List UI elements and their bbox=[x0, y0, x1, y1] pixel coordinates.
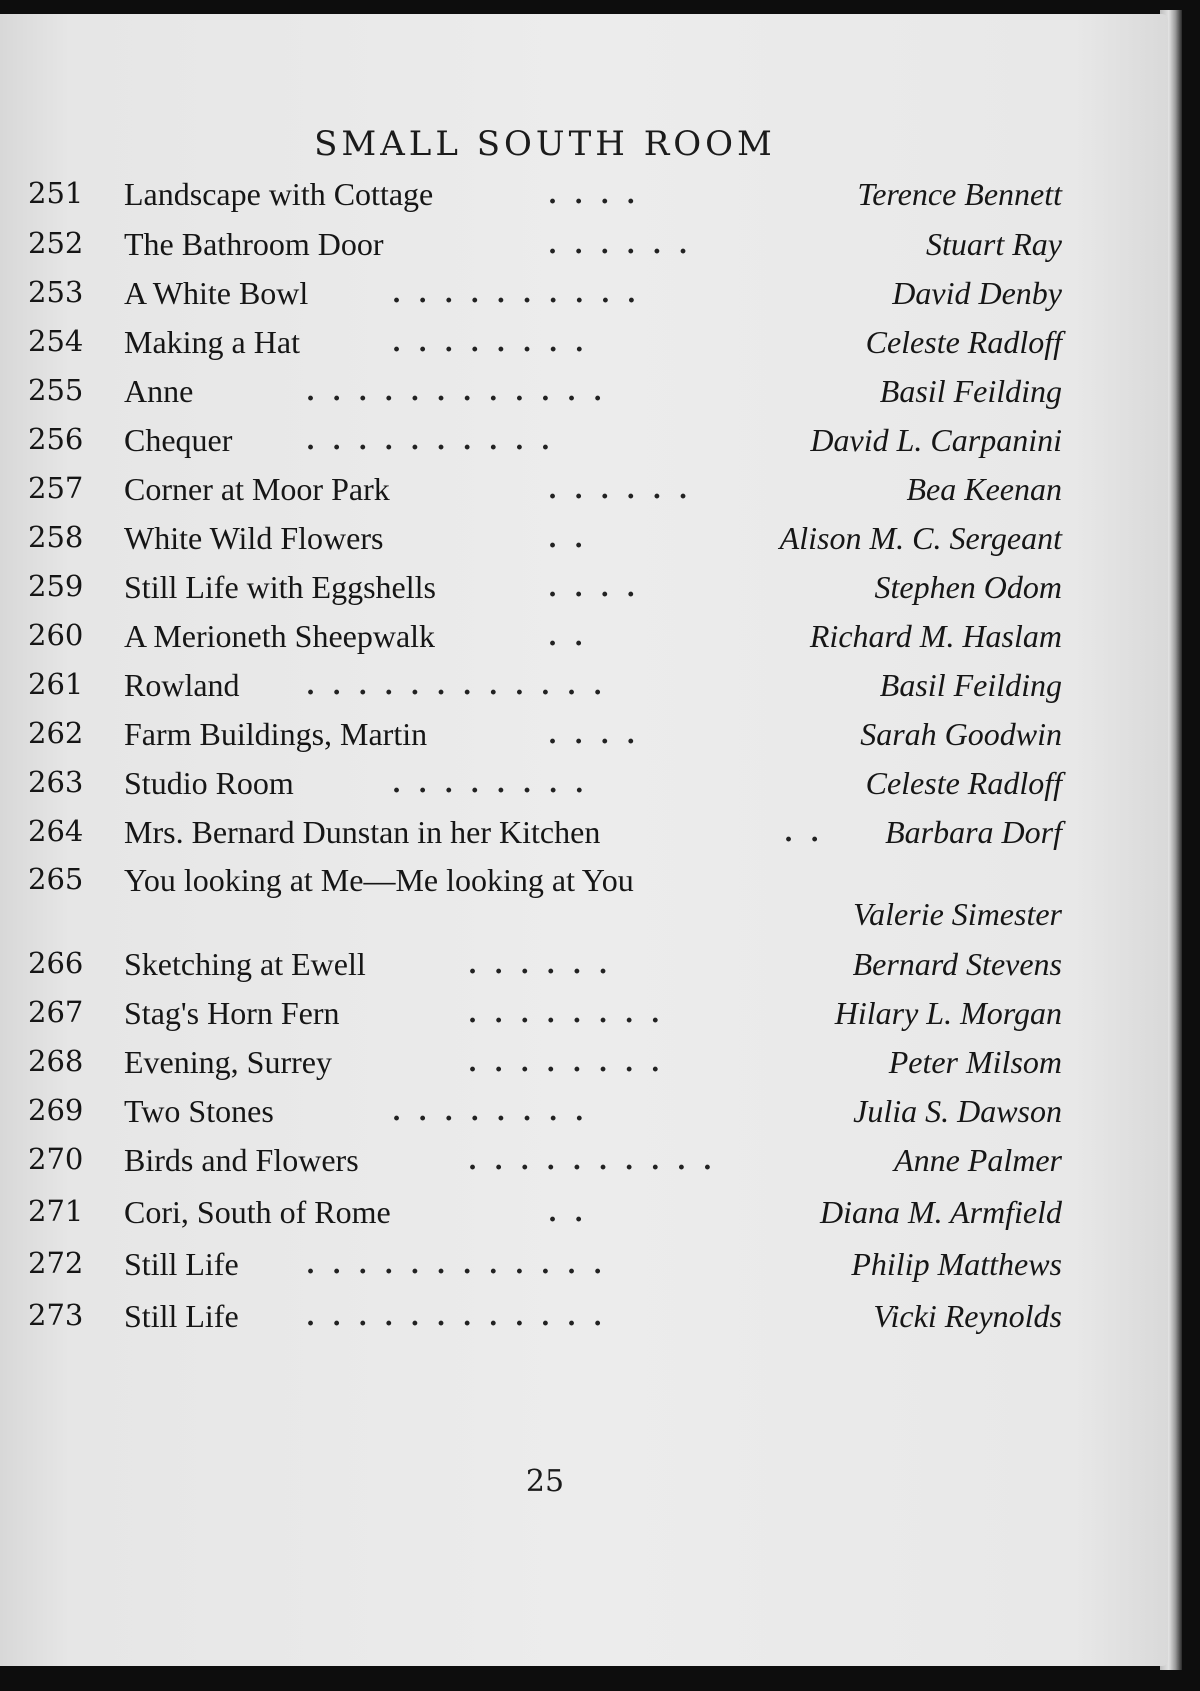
entry-artist: Terence Bennett bbox=[857, 176, 1062, 212]
entry-number: 261 bbox=[28, 667, 84, 701]
catalogue-entry bbox=[0, 520, 1070, 572]
entry-number: 251 bbox=[28, 176, 84, 210]
dot-leader: . . . . . . . . . . . . bbox=[306, 1250, 607, 1280]
entry-title: Sketching at Ewell bbox=[124, 946, 366, 982]
entry-number: 257 bbox=[28, 471, 84, 505]
dot-leader: . . bbox=[784, 818, 824, 848]
catalogue-entry bbox=[0, 373, 1070, 425]
entry-artist: Bernard Stevens bbox=[852, 946, 1062, 982]
catalogue-entry bbox=[0, 471, 1070, 523]
entry-artist: Sarah Goodwin bbox=[860, 716, 1062, 752]
dot-leader: . . bbox=[548, 524, 588, 554]
dot-leader: . . . . . . . . . . . . bbox=[306, 1302, 607, 1332]
dot-leader: . . . . . . . . bbox=[392, 328, 588, 358]
entry-artist: Valerie Simester bbox=[853, 896, 1062, 932]
entry-title: Corner at Moor Park bbox=[124, 471, 390, 507]
entry-number: 260 bbox=[28, 618, 84, 652]
catalogue-entry bbox=[0, 422, 1070, 474]
dot-leader: . . . . . . . . bbox=[392, 1097, 588, 1127]
entry-title: Studio Room bbox=[124, 765, 294, 801]
entry-number: 256 bbox=[28, 422, 84, 456]
dot-leader: . . bbox=[548, 622, 588, 652]
entry-number: 272 bbox=[28, 1246, 84, 1280]
entry-title: Stag's Horn Fern bbox=[124, 995, 340, 1031]
catalogue-entry bbox=[0, 569, 1070, 621]
catalogue-entry bbox=[0, 765, 1070, 817]
catalogue-entry bbox=[0, 226, 1070, 278]
entry-number: 252 bbox=[28, 226, 84, 260]
entry-artist: Basil Feilding bbox=[879, 667, 1062, 703]
catalogue-entry bbox=[0, 1246, 1070, 1298]
entry-artist: Basil Feilding bbox=[879, 373, 1062, 409]
dot-leader: . . . . . . bbox=[548, 475, 692, 505]
catalogue-entry bbox=[0, 995, 1070, 1047]
entry-number: 255 bbox=[28, 373, 84, 407]
entry-title: Birds and Flowers bbox=[124, 1142, 359, 1178]
entry-title: Making a Hat bbox=[124, 324, 300, 360]
entry-artist: Julia S. Dawson bbox=[853, 1093, 1062, 1129]
entry-artist: David L. Carpanini bbox=[810, 422, 1062, 458]
entry-artist: Philip Matthews bbox=[851, 1246, 1062, 1282]
entry-title: White Wild Flowers bbox=[124, 520, 384, 556]
catalogue-entry bbox=[0, 275, 1070, 327]
entry-artist: David Denby bbox=[892, 275, 1062, 311]
entry-number: 267 bbox=[28, 995, 84, 1029]
dot-leader: . . . . . . . . . . bbox=[306, 426, 554, 456]
dot-leader: . . . . . . . . bbox=[468, 1048, 664, 1078]
entry-artist: Celeste Radloff bbox=[865, 765, 1062, 801]
entry-title: Still Life with Eggshells bbox=[124, 569, 436, 605]
entry-title: A White Bowl bbox=[124, 275, 309, 311]
entry-number: 268 bbox=[28, 1044, 84, 1078]
page-title: SMALL SOUTH ROOM bbox=[314, 124, 776, 164]
entry-title: Landscape with Cottage bbox=[124, 176, 434, 212]
entry-artist: Stephen Odom bbox=[874, 569, 1062, 605]
catalogue-entry bbox=[0, 814, 1070, 866]
entry-artist: Peter Milsom bbox=[888, 1044, 1062, 1080]
entry-artist: Hilary L. Morgan bbox=[834, 995, 1062, 1031]
entry-title: You looking at Me—Me looking at You bbox=[124, 862, 634, 898]
dot-leader: . . . . . . . . . . bbox=[468, 1146, 716, 1176]
dot-leader: . . . . . . bbox=[548, 230, 692, 260]
entry-title: The Bathroom Door bbox=[124, 226, 384, 262]
entry-artist: Anne Palmer bbox=[894, 1142, 1062, 1178]
entry-number: 254 bbox=[28, 324, 84, 358]
dot-leader: . . . . . . . . . . . . bbox=[306, 377, 607, 407]
entry-title: Evening, Surrey bbox=[124, 1044, 332, 1080]
dot-leader: . . . . . . . . . . bbox=[392, 279, 640, 309]
catalogue-entry bbox=[0, 716, 1070, 768]
catalogue-entry bbox=[0, 862, 1070, 932]
dot-leader: . . . . bbox=[548, 573, 640, 603]
entry-title: Anne bbox=[124, 373, 194, 409]
catalogue-entry bbox=[0, 1142, 1070, 1194]
entry-title: Mrs. Bernard Dunstan in her Kitchen bbox=[124, 814, 601, 850]
entry-artist: Stuart Ray bbox=[926, 226, 1062, 262]
dot-leader: . . . . bbox=[548, 720, 640, 750]
entry-title: Still Life bbox=[124, 1298, 239, 1334]
entry-title: Chequer bbox=[124, 422, 233, 458]
catalogue-entry bbox=[0, 1093, 1070, 1145]
entry-artist: Bea Keenan bbox=[906, 471, 1062, 507]
catalogue-page bbox=[0, 14, 1168, 1666]
entry-number: 263 bbox=[28, 765, 84, 799]
entry-artist: Celeste Radloff bbox=[865, 324, 1062, 360]
dot-leader: . . . . bbox=[548, 180, 640, 210]
entry-number: 271 bbox=[28, 1194, 84, 1228]
entry-number: 264 bbox=[28, 814, 84, 848]
dot-leader: . . . . . . bbox=[468, 950, 612, 980]
entry-title: Farm Buildings, Martin bbox=[124, 716, 428, 752]
page-number: 25 bbox=[525, 1464, 565, 1499]
catalogue-entry bbox=[0, 946, 1070, 998]
catalogue-entry bbox=[0, 176, 1070, 228]
catalogue-entry bbox=[0, 1194, 1070, 1246]
catalogue-entry bbox=[0, 618, 1070, 670]
entry-artist: Richard M. Haslam bbox=[809, 618, 1062, 654]
entry-artist: Vicki Reynolds bbox=[873, 1298, 1062, 1334]
entry-artist: Diana M. Armfield bbox=[819, 1194, 1062, 1230]
entry-title: Rowland bbox=[124, 667, 240, 703]
dot-leader: . . . . . . . . bbox=[468, 999, 664, 1029]
catalogue-entry bbox=[0, 1298, 1070, 1350]
entry-title: Cori, South of Rome bbox=[124, 1194, 391, 1230]
catalogue-entry bbox=[0, 324, 1070, 376]
entry-number: 259 bbox=[28, 569, 84, 603]
entry-number: 270 bbox=[28, 1142, 84, 1176]
entry-artist: Alison M. C. Sergeant bbox=[779, 520, 1062, 556]
entry-number: 262 bbox=[28, 716, 84, 750]
entry-number: 253 bbox=[28, 275, 84, 309]
entry-number: 266 bbox=[28, 946, 84, 980]
entry-number: 273 bbox=[28, 1298, 84, 1332]
dot-leader: . . . . . . . . bbox=[392, 769, 588, 799]
entry-number: 269 bbox=[28, 1093, 84, 1127]
entry-artist: Barbara Dorf bbox=[885, 814, 1062, 850]
catalogue-entry bbox=[0, 1044, 1070, 1096]
catalogue-entry bbox=[0, 667, 1070, 719]
dot-leader: . . . . . . . . . . . . bbox=[306, 671, 607, 701]
entry-title: Two Stones bbox=[124, 1093, 274, 1129]
entry-number: 265 bbox=[28, 862, 84, 896]
entry-title: Still Life bbox=[124, 1246, 239, 1282]
entry-number: 258 bbox=[28, 520, 84, 554]
dot-leader: . . bbox=[548, 1198, 588, 1228]
entry-title: A Merioneth Sheepwalk bbox=[124, 618, 436, 654]
